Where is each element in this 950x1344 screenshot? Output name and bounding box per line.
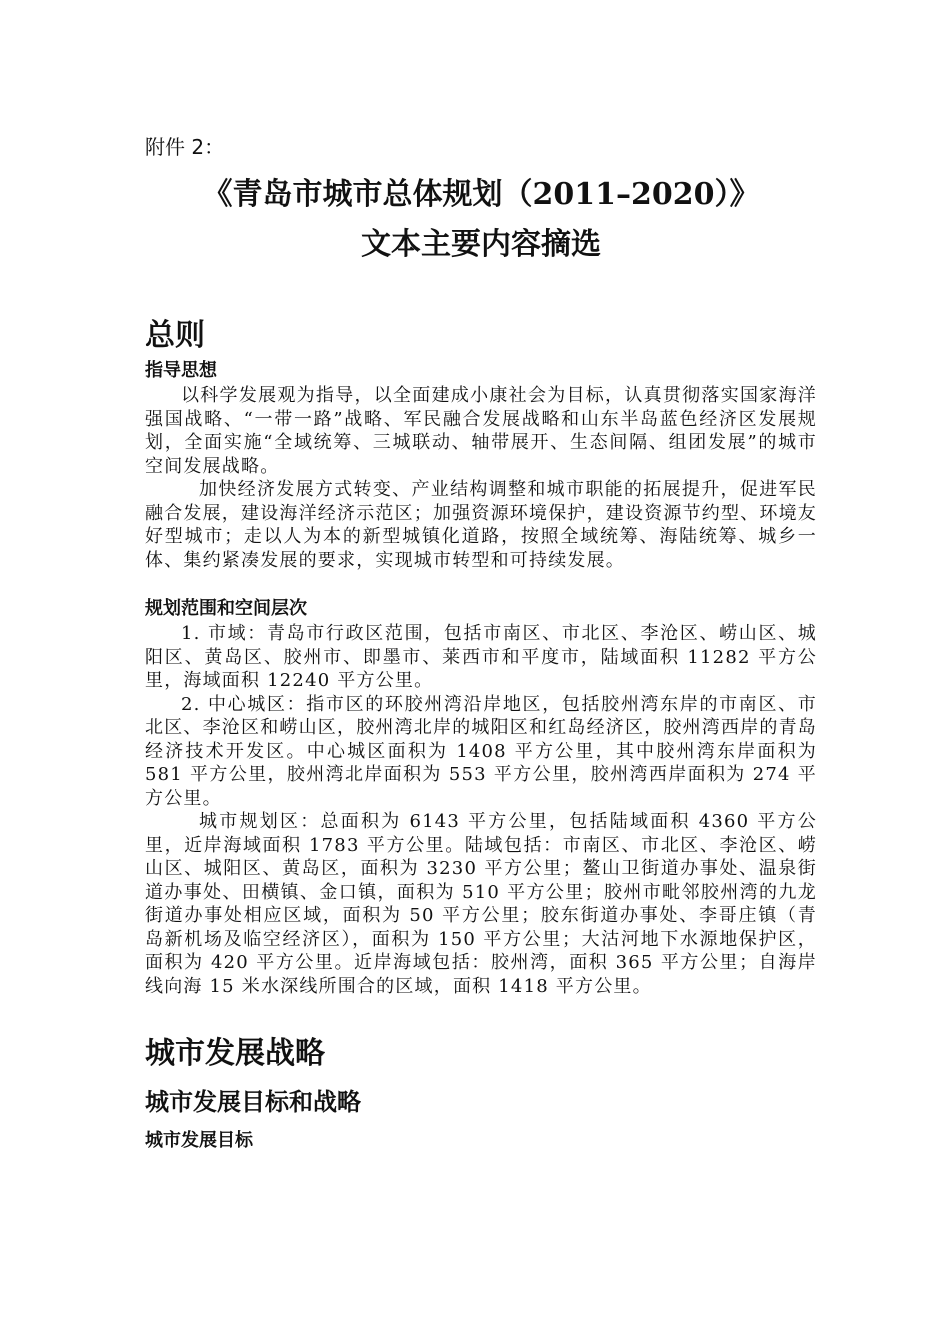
scope-paragraph-planning-area: 城市规划区：总面积为 6143 平方公里，包括陆域面积 4360 平方公里，近岸海域面积 1783 平方公里。陆域包括：市南区、市北区、李沧区、崂山区、城阳区、黄岛区，面积为 3230 平方公里；鳌山卫街道办事处、温泉街道办事处、田横镇、金口镇，面积为 510 平方公里；胶州市毗邻胶州湾的九龙街道办事处相应区域，面积为 50 平方公里；胶东街道办事处、李哥庄镇（青岛新机场及临空经济区），面积为 150 平方公里；大沽河地下水源地保护区，面积为 420 平方公里。近岸海域包括：胶州湾，面积 365 平方公里；自海岸线向海 15 米水深线所围合的区域，面积 1418 平方公里。 xyxy=(145,811,817,997)
guiding-paragraph-1: 以科学发展观为指导，以全面建成小康社会为目标，认真贯彻落实国家海洋强国战略、“一带一路”战略、军民融合发展战略和山东半岛蓝色经济区发展规划，全面实施“全域统筹、三城联动、轴带展开、生态间隔、组团发展”的城市空间发展战略。 xyxy=(145,385,817,477)
scope-heading: 规划范围和空间层次 xyxy=(145,598,307,619)
document-title-line1: 《青岛市城市总体规划（2011–2020）》 xyxy=(202,177,760,212)
section-general-heading: 总则 xyxy=(145,318,205,353)
spacer xyxy=(145,572,817,596)
spacer xyxy=(145,1076,817,1084)
strategy-subheading: 城市发展目标和战略 xyxy=(145,1088,361,1116)
spacer xyxy=(145,998,817,1032)
scope-paragraph-city-area: 1. 市域：青岛市行政区范围，包括市南区、市北区、李沧区、崂山区、城阳区、黄岛区、胶州市、即墨市、莱西市和平度市，陆域面积 11282 平方公里，海域面积 12240 平方公里。 xyxy=(145,623,817,691)
guiding-paragraph-2: 加快经济发展方式转变、产业结构调整和城市职能的拓展提升，促进军民融合发展，建设海洋经济示范区；加强资源环境保护，建设资源节约型、环境友好型城市；走以人为本的新型城镇化道路，按照全域统筹、海陆统筹、城乡一体、集约紧凑发展的要求，实现城市转型和可持续发展。 xyxy=(145,479,817,571)
guiding-heading: 指导思想 xyxy=(145,360,217,381)
document-title-line2: 文本主要内容摘选 xyxy=(361,227,601,262)
spacer xyxy=(145,1120,817,1128)
document-page xyxy=(145,132,817,1154)
scope-paragraph-central-area: 2. 中心城区：指市区的环胶州湾沿岸地区，包括胶州湾东岸的市南区、市北区、李沧区和崂山区，胶州湾北岸的城阳区和红岛经济区，胶州湾西岸的青岛经济技术开发区。中心城区面积为 1408 平方公里，其中胶州湾东岸面积为 581 平方公里，胶州湾北岸面积为 553 平方公里，胶州湾西岸面积为 274 平方公里。 xyxy=(145,693,817,809)
attachment-label: 附件 2： xyxy=(145,135,225,159)
strategy-subsubheading: 城市发展目标 xyxy=(145,1130,253,1151)
section-strategy-heading: 城市发展战略 xyxy=(145,1036,325,1071)
